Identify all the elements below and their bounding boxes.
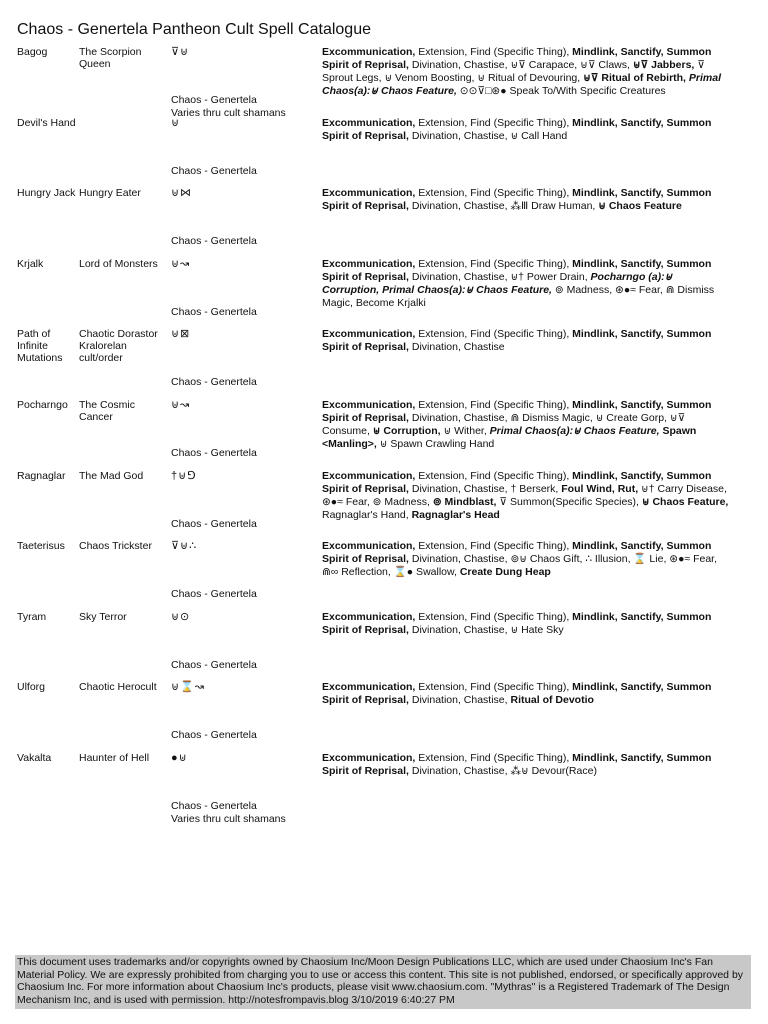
spell-text: Create Dung Heap: [459, 566, 551, 579]
cult-entry: [0, 46, 768, 119]
cult-region-line: Chaos - Genertela: [171, 164, 257, 177]
spell-text: Divination, Chastise, ⊎ Call Hand: [408, 129, 568, 142]
spell-text: Mindlink, Sanctify, Summon Spirit of Reprisal,: [322, 540, 712, 566]
cult-runes-icon: ⊽⊎: [171, 46, 190, 58]
spell-text: Extension, Find (Specific Thing),: [415, 257, 573, 270]
cult-entry: [0, 399, 768, 469]
spell-text: Excommunication,: [322, 399, 416, 411]
cult-runes-icon: ⊎↝: [171, 257, 191, 270]
spell-text: Mindlink, Sanctify, Summon Spirit of Reprisal,: [322, 257, 712, 283]
spell-text: Mindlink, Sanctify, Summon Spirit of Reprisal,: [322, 469, 712, 495]
spell-text: Ritual of Devotio: [510, 694, 594, 707]
cult-region-line: Chaos - Genertela: [171, 517, 257, 530]
cult-runes-icon: ⊎⌛↝: [171, 681, 205, 694]
spell-text: Primal Chaos(a):⊎ Chaos Feature,: [322, 72, 722, 97]
cult-region: [171, 518, 257, 531]
cult-epithet: The Scorpion Queen: [79, 46, 142, 70]
spell-text: ⊎† Carry Disease, ⊛●≈ Fear, ⊚ Madness,: [322, 482, 727, 508]
spell-text: Excommunication,: [322, 328, 416, 341]
cult-runes-icon: ⊎⊠: [171, 328, 191, 341]
cult-region-line: Chaos - Genertela: [171, 376, 257, 389]
spell-text: Extension, Find (Specific Thing),: [415, 187, 573, 200]
spell-text: ⊎⊽ Jabbers,: [632, 59, 695, 71]
spell-list: [322, 470, 730, 522]
spell-text: Excommunication,: [322, 540, 416, 553]
cult-region: [171, 306, 257, 319]
spell-list: [322, 258, 730, 310]
cult-name: Taeterisus: [17, 540, 65, 553]
spell-text: ⊽ Sprout Legs, ⊎ Venom Boosting, ⊎ Ritual of Devouring,: [322, 59, 705, 84]
spell-text: ⊎⊽ Ritual of Rebirth,: [583, 72, 686, 84]
cult-region: [171, 588, 257, 601]
spell-text: Divination, Chastise, ⁂⊎ Devour(Race): [408, 765, 597, 777]
spell-text: Divination, Chastise, ⊎ Hate Sky: [408, 623, 564, 636]
spell-text: Divination, Chastise, ⊎⊽ Carapace, ⊎⊽ Claws,: [408, 59, 633, 71]
cult-region-line: Chaos - Genertela: [171, 235, 257, 248]
cult-entry: [0, 470, 768, 540]
spell-text: Extension, Find (Specific Thing),: [415, 681, 573, 694]
cult-name: Path of Infinite Mutations: [17, 328, 63, 365]
cult-name: Devil's Hand: [17, 116, 76, 129]
cult-region: [171, 447, 257, 460]
spell-text: ⊎ Chaos Feature: [598, 200, 682, 213]
cult-region: [171, 376, 257, 389]
spell-text: Foul Wind, Rut,: [561, 482, 639, 495]
cult-region: [171, 94, 286, 119]
spell-text: ⊎ Chaos Feature,: [641, 495, 729, 508]
cult-epithet: Lord of Monsters: [79, 257, 158, 270]
spell-list: [322, 399, 730, 451]
spell-text: Divination, Chastise,: [408, 694, 511, 707]
spell-text: Excommunication,: [322, 752, 416, 764]
spell-text: Extension, Find (Specific Thing),: [415, 469, 573, 482]
cult-name: Vakalta: [17, 752, 52, 764]
spell-text: Spawn <Manling>,: [322, 425, 697, 450]
legal-footer: This document uses trademarks and/or copyrights owned by Chaosium Inc/Moon Design Publications LLC, which are used under Chaosium Inc's Fan Material Policy. We are expressly prohibited from charging you to use or access this content. This site is not published, endorsed, or specifically approved by Chaosium Inc. For more information about Chaosium Inc's products, please visit www.chaosium.com. "Mythras" is a Registered Trademark of The Design Mechanism Inc, and is used with permission. http://notesfrompavis.blog 3/10/2019 6:40:27 PM: [15, 955, 751, 1009]
cult-entry: [0, 681, 768, 751]
spell-text: Mindlink, Sanctify, Summon Spirit of Reprisal,: [322, 681, 712, 707]
cult-name: Hungry Jack: [17, 187, 76, 200]
spell-text: ⊎ Wither,: [440, 425, 490, 437]
cult-region-line: Chaos - Genertela: [171, 94, 257, 106]
spell-text: Divination, Chastise, ⊎† Power Drain,: [408, 270, 591, 283]
cult-runes-icon: ⊎⋈: [171, 187, 193, 200]
cult-entry: [0, 258, 768, 328]
spell-text: Ragnaglar's Head: [411, 508, 500, 521]
cult-name: Pocharngo: [17, 399, 68, 411]
cult-runes-icon: ⊎↝: [171, 399, 191, 411]
spell-text: Mindlink, Sanctify, Summon Spirit of Reprisal,: [322, 752, 712, 777]
spell-text: Excommunication,: [322, 187, 416, 200]
cult-region-line: Chaos - Genertela: [171, 658, 257, 671]
spell-list: [322, 117, 730, 143]
cult-region: [171, 659, 257, 672]
cult-entry: [0, 328, 768, 398]
cult-region-line: Chaos - Genertela: [171, 800, 257, 812]
spell-text: Mindlink, Sanctify, Summon Spirit of Reprisal,: [322, 116, 712, 142]
cult-epithet: Chaos Trickster: [79, 540, 152, 553]
cult-name: Krjalk: [17, 257, 44, 270]
spell-text: Divination, Chastise, ⊚⊎ Chaos Gift, ∴ Illusion, ⌛ Lie, ⊛●≈ Fear, ⋒∞ Reflection, ⌛● Swallow,: [322, 553, 718, 579]
cult-region: [171, 165, 257, 178]
spell-text: Excommunication,: [322, 610, 416, 623]
cult-runes-icon: ⊎: [171, 116, 181, 129]
cult-name: Ragnaglar: [17, 469, 66, 482]
spell-list: [322, 611, 730, 637]
cult-region-line: Chaos - Genertela: [171, 447, 257, 459]
spell-list: [322, 752, 730, 778]
cult-region-note: Varies thru cult shamans: [171, 106, 286, 119]
cult-epithet: Sky Terror: [79, 610, 127, 623]
spell-text: Divination, Chastise, † Berserk,: [408, 482, 562, 495]
cult-epithet: The Mad God: [79, 469, 144, 482]
spell-text: Extension, Find (Specific Thing),: [415, 610, 573, 623]
cult-epithet: Hungry Eater: [79, 187, 141, 200]
cult-name: Tyram: [17, 610, 47, 623]
cult-name: Bagog: [17, 46, 48, 58]
spell-text: Mindlink, Sanctify, Summon Spirit of Reprisal,: [322, 46, 712, 71]
spell-text: Mindlink, Sanctify, Summon Spirit of Reprisal,: [322, 328, 712, 354]
spell-text: Extension, Find (Specific Thing),: [415, 328, 573, 341]
cult-runes-icon: ●⊎: [171, 752, 188, 764]
spell-list: [322, 540, 730, 579]
spell-text: Divination, Chastise, ⋒ Dismiss Magic, ⊎ Create Gorp, ⊎⊽ Consume,: [322, 412, 686, 437]
cult-epithet: Haunter of Hell: [79, 752, 150, 764]
cult-runes-icon: †⊎⅁: [171, 469, 197, 482]
spell-text: Divination, Chastise, ⁂Ⅲ Draw Human,: [408, 200, 599, 213]
cult-entry: [0, 611, 768, 681]
spell-text: Pocharngo (a):⊎ Corruption, Primal Chaos(a):⊎ Chaos Feature,: [322, 270, 673, 296]
spell-text: Excommunication,: [322, 257, 416, 270]
spell-list: [322, 681, 730, 707]
cult-region-line: Chaos - Genertela: [171, 729, 257, 742]
spell-text: Divination, Chastise: [408, 341, 505, 354]
spell-text: ⊚ Madness, ⊛●≈ Fear, ⋒ Dismiss Magic, Become Krjalki: [322, 283, 715, 309]
cult-runes-icon: ⊎⊙: [171, 610, 191, 623]
spell-text: ⊚ Mindblast,: [432, 495, 497, 508]
spell-text: Excommunication,: [322, 681, 416, 694]
cult-epithet: Chaotic Dorastor Kralorelan cult/order: [79, 328, 158, 365]
cult-name: Ulforg: [17, 681, 46, 694]
cult-region-note: Varies thru cult shamans: [171, 812, 286, 825]
cult-runes-icon: ⊽⊎∴: [171, 540, 198, 553]
cult-region-line: Chaos - Genertela: [171, 305, 257, 318]
spell-text: Extension, Find (Specific Thing),: [415, 540, 573, 553]
cult-epithet: Chaotic Herocult: [79, 681, 157, 694]
cult-entry: [0, 187, 768, 257]
cult-entry: [0, 117, 768, 187]
spell-text: Mindlink, Sanctify, Summon Spirit of Reprisal,: [322, 187, 712, 213]
cult-entry: [0, 752, 768, 825]
spell-text: ⊽ Summon(Specific Species),: [496, 495, 642, 508]
spell-text: Ragnaglar's Hand,: [322, 508, 412, 521]
spell-text: Extension, Find (Specific Thing),: [415, 752, 573, 764]
cult-region: [171, 800, 286, 825]
spell-text: Mindlink, Sanctify, Summon Spirit of Reprisal,: [322, 610, 712, 636]
cult-region-line: Chaos - Genertela: [171, 588, 257, 601]
spell-list: [322, 187, 730, 213]
spell-list: [322, 328, 730, 354]
spell-text: ⊎ Spawn Crawling Hand: [376, 438, 495, 450]
spell-text: Excommunication,: [322, 46, 416, 58]
spell-text: Extension, Find (Specific Thing),: [415, 116, 573, 129]
cult-epithet: The Cosmic Cancer: [79, 399, 136, 423]
spell-text: Excommunication,: [322, 116, 416, 129]
cult-entry: [0, 540, 768, 610]
spell-text: Extension, Find (Specific Thing),: [415, 46, 573, 58]
page-title: Chaos - Genertela Pantheon Cult Spell Catalogue: [17, 21, 371, 38]
spell-text: Extension, Find (Specific Thing),: [415, 399, 573, 411]
spell-text: ⊎ Corruption,: [372, 425, 441, 437]
spell-text: Excommunication,: [322, 469, 416, 482]
spell-text: Mindlink, Sanctify, Summon Spirit of Reprisal,: [322, 399, 712, 424]
spell-list: [322, 46, 730, 98]
cult-region: [171, 235, 257, 248]
spell-text: Primal Chaos(a):⊎ Chaos Feature,: [489, 425, 660, 437]
spell-text: ⊙⊙⊽□⊛● Speak To/With Specific Creatures: [456, 85, 666, 97]
cult-region: [171, 729, 257, 742]
